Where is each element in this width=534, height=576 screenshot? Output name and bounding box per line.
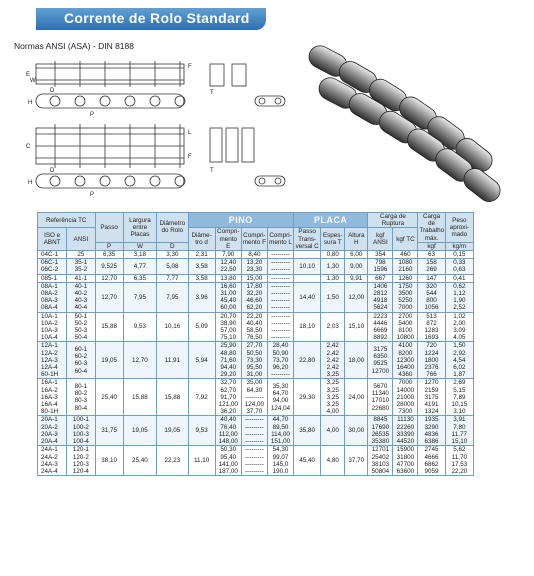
cell-ansi: 50-1 50-2 50-3 50-4 bbox=[67, 312, 95, 342]
cell-c: 18,10 bbox=[294, 312, 321, 342]
cell-iso: 08A-1 08A-2 08A-3 08A-4 bbox=[38, 282, 67, 312]
cell-dd: 19,05 bbox=[157, 416, 188, 446]
cell-d: 3,58 bbox=[188, 274, 215, 282]
cell-dd: 7,77 bbox=[157, 274, 188, 282]
dim-label-d2: D bbox=[50, 168, 55, 174]
unit-d: D bbox=[157, 242, 188, 250]
unit-kgm: kg/m bbox=[445, 242, 473, 250]
cell-f: 13,20 23,30 bbox=[241, 259, 267, 274]
cell-h: 18,00 bbox=[345, 342, 368, 379]
cell-e: 12,40 22,50 bbox=[215, 259, 241, 274]
cell-w: 6,35 bbox=[123, 274, 156, 282]
chain-product-photo bbox=[298, 32, 534, 208]
cell-kg: 513 872 1283 1693 bbox=[418, 312, 445, 342]
cell-c: 22,80 bbox=[294, 342, 321, 379]
cell-dd: 15,88 bbox=[157, 379, 188, 416]
unit-p: P bbox=[95, 242, 123, 250]
cell-kt: 1260 bbox=[393, 274, 418, 282]
cell-l: --------- --------- --------- --------- bbox=[267, 282, 293, 312]
cell-e: 16,60 31,00 45,40 60,00 bbox=[215, 282, 241, 312]
cell-c: 29,30 bbox=[294, 379, 321, 416]
cell-iso: 16A-1 16A-2 16A-3 16A-4 80-1H bbox=[38, 379, 67, 416]
cell-e: 13,80 bbox=[215, 274, 241, 282]
cell-ansi: 120-1 120-2 120-3 120-4 bbox=[67, 446, 95, 476]
cell-w: 3,18 bbox=[123, 251, 156, 259]
cell-c: 14,40 bbox=[294, 282, 321, 312]
table-row bbox=[38, 446, 474, 476]
cell-w: 19,05 bbox=[123, 416, 156, 446]
diametro-header: Diâme- tro d bbox=[188, 228, 215, 251]
cell-e: 40,40 76,40 112,00 148,00 bbox=[215, 416, 241, 446]
table-row bbox=[38, 282, 474, 312]
cell-t: 3,25 3,25 3,25 3,25 4,00 bbox=[321, 379, 345, 416]
cell-d: 5,09 bbox=[188, 312, 215, 342]
cell-f: 17,80 32,20 46,60 62,20 bbox=[241, 282, 267, 312]
cell-kg: 63 bbox=[418, 251, 445, 259]
carga-trabalho-header: Carga de Trabalho máx. bbox=[419, 213, 445, 242]
cell-p: 9,525 bbox=[95, 259, 123, 274]
cell-ansi: 25 bbox=[67, 251, 95, 259]
cell-m: 0,33 0,63 bbox=[445, 259, 473, 274]
cell-p: 25,40 bbox=[95, 379, 123, 416]
cell-d: 11,10 bbox=[188, 446, 215, 476]
cell-dd: 7,95 bbox=[157, 282, 188, 312]
cell-kg: 1270 2159 3175 4191 1324 bbox=[418, 379, 445, 416]
cell-ka: 2223 4446 6669 8892 bbox=[368, 312, 393, 342]
dim-label-f2: F bbox=[188, 154, 192, 160]
cell-w: 25,40 bbox=[123, 446, 156, 476]
cell-ansi: 100-1 100-2 100-3 100-4 bbox=[67, 416, 95, 446]
cell-h: 9,00 bbox=[345, 259, 368, 274]
cell-kt: 1750 3500 5250 7000 bbox=[393, 282, 418, 312]
dim-label-p2: P bbox=[90, 192, 95, 198]
cell-d: 3,96 bbox=[188, 282, 215, 312]
cell-l: --------- bbox=[267, 251, 293, 259]
cell-ka: 3175 6350 9525 12700 bbox=[368, 342, 393, 379]
cell-c bbox=[294, 274, 321, 282]
cell-ansi: 40-1 40-2 40-3 40-4 bbox=[67, 282, 95, 312]
cell-h: 24,00 bbox=[345, 379, 368, 416]
cell-m: 3,91 7,80 11,77 15,10 bbox=[445, 416, 473, 446]
dim-label-f: F bbox=[188, 64, 192, 70]
cell-e: 50,30 95,40 141,00 187,00 bbox=[215, 446, 241, 476]
ansi-header: ANSI bbox=[67, 228, 95, 251]
table-row bbox=[38, 312, 474, 342]
dim-label-h2: H bbox=[28, 180, 33, 186]
cell-p: 31,75 bbox=[95, 416, 123, 446]
chain-technical-drawing bbox=[10, 58, 310, 198]
cell-d: 3,58 bbox=[188, 259, 215, 274]
cell-l: 28,40 50,90 73,70 96,20 --------- bbox=[267, 342, 293, 379]
cell-iso: 085-1 bbox=[38, 274, 67, 282]
cell-dd: 5,08 bbox=[157, 259, 188, 274]
cell-kt: 11130 22260 33390 44520 bbox=[393, 416, 418, 446]
cell-l: 54,30 99,07 145,0 190,0 bbox=[267, 446, 293, 476]
cell-dd: 11,91 bbox=[157, 342, 188, 379]
single-chain-top-view bbox=[36, 61, 184, 87]
cell-ansi: 80-1 80-2 80-3 80-4 bbox=[67, 379, 95, 416]
cell-iso: 12A-1 12A-2 12A-3 12A-4 60-1H bbox=[38, 342, 67, 379]
cell-t: 4,80 bbox=[321, 446, 345, 476]
cell-p: 6,35 bbox=[95, 251, 123, 259]
cell-f: 22,20 40,40 58,50 76,50 bbox=[241, 312, 267, 342]
cell-h: 6,00 bbox=[345, 251, 368, 259]
cell-kt: 4100 8200 12300 16400 4360 bbox=[393, 342, 418, 379]
dim-label-c: C bbox=[26, 144, 31, 150]
title-banner bbox=[36, 8, 266, 30]
unit-w: W bbox=[123, 242, 156, 250]
cell-c: 35,80 bbox=[294, 416, 321, 446]
cell-kt: 1080 2160 bbox=[393, 259, 418, 274]
cell-f: 27,70 50,50 73,30 95,50 31,00 bbox=[241, 342, 267, 379]
cell-t: 2,03 bbox=[321, 312, 345, 342]
unit-kgf: kgf bbox=[418, 242, 445, 250]
cell-kt: 15900 31800 47700 63600 bbox=[393, 446, 418, 476]
kgf-ansi-header: kgf ANSI bbox=[368, 228, 393, 251]
cell-kg: 720 1224 1800 2376 766 bbox=[418, 342, 445, 379]
cell-ka: 1406 2812 4918 5624 bbox=[368, 282, 393, 312]
cell-m: 0,62 1,12 1,90 2,52 bbox=[445, 282, 473, 312]
cell-m: 0,15 bbox=[445, 251, 473, 259]
dim-label-h: H bbox=[28, 100, 33, 106]
cell-l: --------- --------- --------- --------- bbox=[267, 312, 293, 342]
table-body bbox=[38, 251, 474, 476]
multi-link-end-view bbox=[210, 128, 285, 186]
cell-w: 9,53 bbox=[123, 312, 156, 342]
cell-h: 30,00 bbox=[345, 416, 368, 446]
cell-e: 25,90 48,80 71,60 94,40 29,20 bbox=[215, 342, 241, 379]
multi-chain-top-view bbox=[36, 124, 184, 168]
single-link-end-view bbox=[210, 64, 285, 106]
standards-label: Normas ANSI (ASA) - DIN 8188 bbox=[14, 41, 134, 51]
cell-ansi: 35-1 35-2 bbox=[67, 259, 95, 274]
iso-header: ISO e ABNT bbox=[38, 228, 67, 251]
diametro-rolo-header: Diâmetro do Rolo bbox=[157, 213, 188, 243]
cell-kg: 158 269 bbox=[418, 259, 445, 274]
carga-ruptura-header: Carga de Ruptura bbox=[368, 213, 418, 228]
cell-m: 1,02 2,00 3,09 4,05 bbox=[445, 312, 473, 342]
cell-f: 15,00 bbox=[241, 274, 267, 282]
cell-h: 12,00 bbox=[345, 282, 368, 312]
dim-label-w: W bbox=[30, 78, 36, 84]
cell-t: 1,30 bbox=[321, 259, 345, 274]
cell-iso: 04C-1 bbox=[38, 251, 67, 259]
cell-dd: 3,30 bbox=[157, 251, 188, 259]
cell-h: 9,91 bbox=[345, 274, 368, 282]
cell-f: --------- --------- --------- --------- bbox=[241, 416, 267, 446]
cell-ansi: 41-1 bbox=[67, 274, 95, 282]
ref-header: Referência TC bbox=[38, 213, 96, 228]
espessura-header: Espes- sura T bbox=[321, 228, 345, 251]
spec-table bbox=[37, 212, 474, 476]
passo-header: Passo bbox=[95, 213, 123, 243]
cell-h: 15,10 bbox=[345, 312, 368, 342]
dim-label-l: L bbox=[188, 130, 192, 136]
comp-f-header: Compri- mento F bbox=[241, 228, 267, 251]
cell-kt: 2700 5400 8100 10800 bbox=[393, 312, 418, 342]
multi-chain-side-view bbox=[36, 174, 185, 188]
cell-h: 37,70 bbox=[345, 446, 368, 476]
dim-label-d: D bbox=[50, 88, 55, 94]
cell-ka: 667 bbox=[368, 274, 393, 282]
cell-l: 35,30 64,70 94,00 124,04 bbox=[267, 379, 293, 416]
page-title: Corrente de Rolo Standard bbox=[64, 10, 250, 26]
largura-header: Largura entre Placas bbox=[123, 213, 156, 243]
cell-f: 8,40 bbox=[241, 251, 267, 259]
cell-w: 7,95 bbox=[123, 282, 156, 312]
dim-label-e: E bbox=[26, 72, 31, 78]
cell-w: 4,77 bbox=[123, 259, 156, 274]
cell-dd: 22,23 bbox=[157, 446, 188, 476]
cell-iso: 06C-1 06C-2 bbox=[38, 259, 67, 274]
cell-ka: 5670 11340 17010 22680 bbox=[368, 379, 393, 416]
cell-t: 4,00 bbox=[321, 416, 345, 446]
cell-l: --------- --------- bbox=[267, 259, 293, 274]
cell-t: 1,50 bbox=[321, 282, 345, 312]
cell-c: 45,40 bbox=[294, 446, 321, 476]
cell-ka: 12701 25402 38103 50804 bbox=[368, 446, 393, 476]
cell-p: 12,70 bbox=[95, 274, 123, 282]
cell-l: --------- bbox=[267, 274, 293, 282]
cell-c bbox=[294, 251, 321, 259]
cell-p: 15,88 bbox=[95, 312, 123, 342]
single-chain-side-view bbox=[36, 94, 185, 108]
cell-m: 5,62 11,70 17,53 22,20 bbox=[445, 446, 473, 476]
cell-kt: 7000 14000 21000 28000 7300 bbox=[393, 379, 418, 416]
altura-header: Altura H bbox=[345, 228, 368, 251]
cell-ka: 8845 17690 26535 35380 bbox=[368, 416, 393, 446]
cell-iso: 10A-1 10A-2 10A-3 10A-4 bbox=[38, 312, 67, 342]
cell-l: 44,70 89,50 114,00 151,00 bbox=[267, 416, 293, 446]
cell-kg: 2745 4666 6862 9059 bbox=[418, 446, 445, 476]
cell-t: 2,42 2,42 2,42 2,42 3,25 bbox=[321, 342, 345, 379]
comp-l-header: Compri- mento L bbox=[267, 228, 293, 251]
cell-d: 9,53 bbox=[188, 416, 215, 446]
cell-p: 19,05 bbox=[95, 342, 123, 379]
comp-e-header: Compri- mento E bbox=[217, 228, 240, 250]
cell-c: 10,10 bbox=[294, 259, 321, 274]
cell-m: 0,41 bbox=[445, 274, 473, 282]
peso-header: Peso aproxi- mado bbox=[445, 213, 473, 243]
dim-label-t2: T bbox=[210, 168, 214, 174]
cell-d: 5,94 bbox=[188, 342, 215, 379]
cell-iso: 24A-1 24A-2 24A-3 24A-4 bbox=[38, 446, 67, 476]
cell-f: 35,00 64,30 --------- 124,00 37,70 bbox=[241, 379, 267, 416]
passo-transversal-header: Passo Trans- versal C bbox=[294, 228, 321, 251]
cell-iso: 20A-1 20A-2 20A-3 20A-4 bbox=[38, 416, 67, 446]
cell-kt: 460 bbox=[393, 251, 418, 259]
cell-d: 7,92 bbox=[188, 379, 215, 416]
cell-e: 20,70 38,90 57,00 75,10 bbox=[215, 312, 241, 342]
cell-w: 12,70 bbox=[123, 342, 156, 379]
table-row bbox=[38, 259, 474, 274]
table-row bbox=[38, 251, 474, 259]
cell-kg: 320 544 800 1056 bbox=[418, 282, 445, 312]
table-row bbox=[38, 342, 474, 379]
cell-ka: 798 1596 bbox=[368, 259, 393, 274]
dim-label-t: T bbox=[210, 90, 214, 96]
cell-kg: 1935 3290 4836 6386 bbox=[418, 416, 445, 446]
table-row bbox=[38, 379, 474, 416]
pino-group-header: PINO bbox=[188, 213, 294, 228]
cell-t: 1,30 bbox=[321, 274, 345, 282]
cell-m: 2,69 5,15 7,89 10,15 3,10 bbox=[445, 379, 473, 416]
table-row bbox=[38, 416, 474, 446]
cell-t: 0,80 bbox=[321, 251, 345, 259]
cell-kg: 147 bbox=[418, 274, 445, 282]
cell-ansi: 60-1 60-2 60-3 60-4 bbox=[67, 342, 95, 379]
cell-ka: 354 bbox=[368, 251, 393, 259]
cell-d: 2,31 bbox=[188, 251, 215, 259]
cell-p: 38,10 bbox=[95, 446, 123, 476]
cell-e: 7,90 bbox=[215, 251, 241, 259]
placa-group-header: PLACA bbox=[294, 213, 368, 228]
kgf-tc-header: kgf TC bbox=[393, 228, 418, 251]
cell-f: --------- --------- --------- --------- bbox=[241, 446, 267, 476]
cell-w: 15,88 bbox=[123, 379, 156, 416]
specifications-table bbox=[37, 212, 474, 569]
table-row bbox=[38, 274, 474, 282]
cell-e: 32,70 62,70 91,70 121,00 36,20 bbox=[215, 379, 241, 416]
cell-m: 1,50 2,92 4,54 6,02 1,87 bbox=[445, 342, 473, 379]
dim-label-p: P bbox=[90, 112, 95, 118]
cell-dd: 10,16 bbox=[157, 312, 188, 342]
cell-p: 12,70 bbox=[95, 282, 123, 312]
